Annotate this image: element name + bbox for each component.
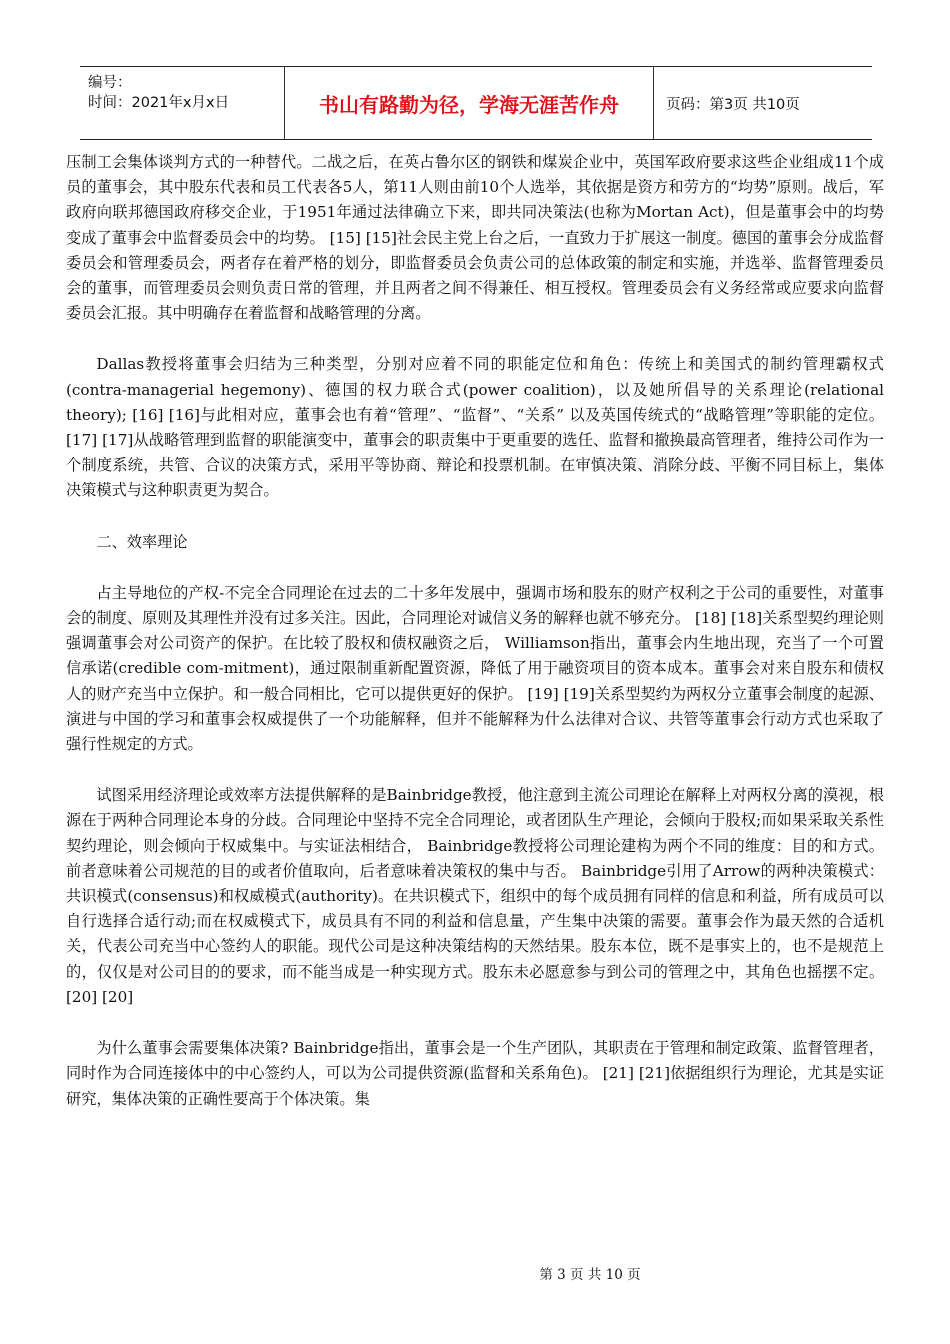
page-header xyxy=(80,66,872,140)
paragraph-3: 占主导地位的产权-不完全合同理论在过去的二十多年发展中，强调市场和股东的财产权利之于公司的重要性，对董事会的制度、原则及其理性并没有过多关注。因此，合同理论对诚信义务的解释也就不够充分。 [18] [18]关系型契约理论则强调董事会对公司资产的保护。在比较了股权和债权融资之后， Williamson指出，董事会内生地出现，充当了一个可置信承诺(credible com-mitment)，通过限制重新配置资源，降低了用于融资项目的资本成本。董事会对来自股东和债权人的财产充当中立保护。和一般合同相比，它可以提供更好的保护。 [19] [19]关系型契约为两权分立董事会制度的起源、演进与中国的学习和董事会权威提供了一个功能解释，但并不能解释为什么法律对合议、共管等董事会行动方式也采取了强行性规定的方式。 xyxy=(66,583,884,754)
paragraph-2: Dallas教授将董事会归结为三种类型，分别对应着不同的职能定位和角色：传统上和美国式的制约管理霸权式(contra-managerial hegemony)、德国的权力联合式(power coalition)，以及她所倡导的关系理论(relational theory); [16] [16]与此相对应，董事会也有着“管理”、“监督”、“关系” 以及英国传统式的“战略管理”等职能的定位。 [17] [17]从战略管理到监督的职能演变中，董事会的职责集中于更重要的选任、监督和撤换最高管理者，维持公司作为一个制度系统，共管、合议的决策方式，采用平等协商、辩论和投票机制。在审慎决策、消除分歧、平衡不同目标上，集体决策模式与这种职责更为契合。 xyxy=(66,355,884,500)
header-motto: 书山有路勤为径，学海无涯苦作舟 xyxy=(284,67,654,139)
page-footer xyxy=(0,1263,950,1283)
header-page-info: 页码：第3页 共10页 xyxy=(666,96,800,113)
header-meta xyxy=(80,67,284,139)
section-heading-efficiency-theory: 二、效率理论 xyxy=(96,532,188,551)
document-body xyxy=(66,150,884,1138)
document-number-label: 编号： xyxy=(88,75,132,91)
paragraph-4: 试图采用经济理论或效率方法提供解释的是Bainbridge教授，他注意到主流公司理论在解释上对两权分离的漠视，根源在于两种合同理论本身的分歧。合同理论中坚持不完全合同理论，或者团队生产理论，会倾向于股权;而如果采取关系性契约理论，则会倾向于权威集中。与实证法相结合， Bainbridge教授将公司理论建构为两个不同的维度：目的和方式。前者意味着公司规范的目的或者价值取向，后者意味着决策权的集中与否。 Bainbridge引用了Arrow的两种决策模式：共识模式(consensus)和权威模式(authority)。在共识模式下，组织中的每个成员拥有同样的信息和利益，所有成员可以自行选择合适行动;而在权威模式下，成员具有不同的利益和信息量，产生集中决策的需要。董事会作为最天然的合适机关，代表公司充当中心签约人的职能。现代公司是这种决策结构的天然结果。股东本位，既不是事实上的，也不是规范上的，仅仅是对公司目的的要求，而不能当成是一种实现方式。股东未必愿意参与到公司的管理之中，其角色也摇摆不定。 [20] [20] xyxy=(66,786,884,1006)
paragraph-5: 为什么董事会需要集体决策? Bainbridge指出，董事会是一个生产团队，其职责在于管理和制定政策、监督管理者，同时作为合同连接体中的中心签约人，可以为公司提供资源(监督和关系角色)。 [21] [21]依据组织行为理论，尤其是实证研究，集体决策的正确性要高于个体决策。集 xyxy=(66,1039,884,1108)
paragraph-1: 压制工会集体谈判方式的一种替代。二战之后，在英占鲁尔区的钢铁和煤炭企业中，英国军政府要求这些企业组成11个成员的董事会，其中股东代表和员工代表各5人，第11人则由前10个人选举，其依据是资方和劳方的“均势”原则。战后，军政府向联邦德国政府移交企业，于1951年通过法律确立下来，即共同决策法(也称为Mortan Act)，但是董事会中的均势变成了董事会中监督委员会中的均势。 [15] [15]社会民主党上台之后，一直致力于扩展这一制度。德国的董事会分成监督委员会和管理委员会，两者存在着严格的划分，即监督委员会负责公司的总体政策的制定和实施，并选举、监督管理委员会的董事，而管理委员会则负责日常的管理，并且两者之间不得兼任、相互授权。管理委员会有义务经常或应要求向监督委员会汇报。其中明确存在着监督和战略管理的分离。 xyxy=(66,153,884,323)
document-time-label: 时间：2021年x月x日 xyxy=(88,95,230,111)
footer-page-number: 第 3 页 共 10 页 xyxy=(539,1267,641,1283)
